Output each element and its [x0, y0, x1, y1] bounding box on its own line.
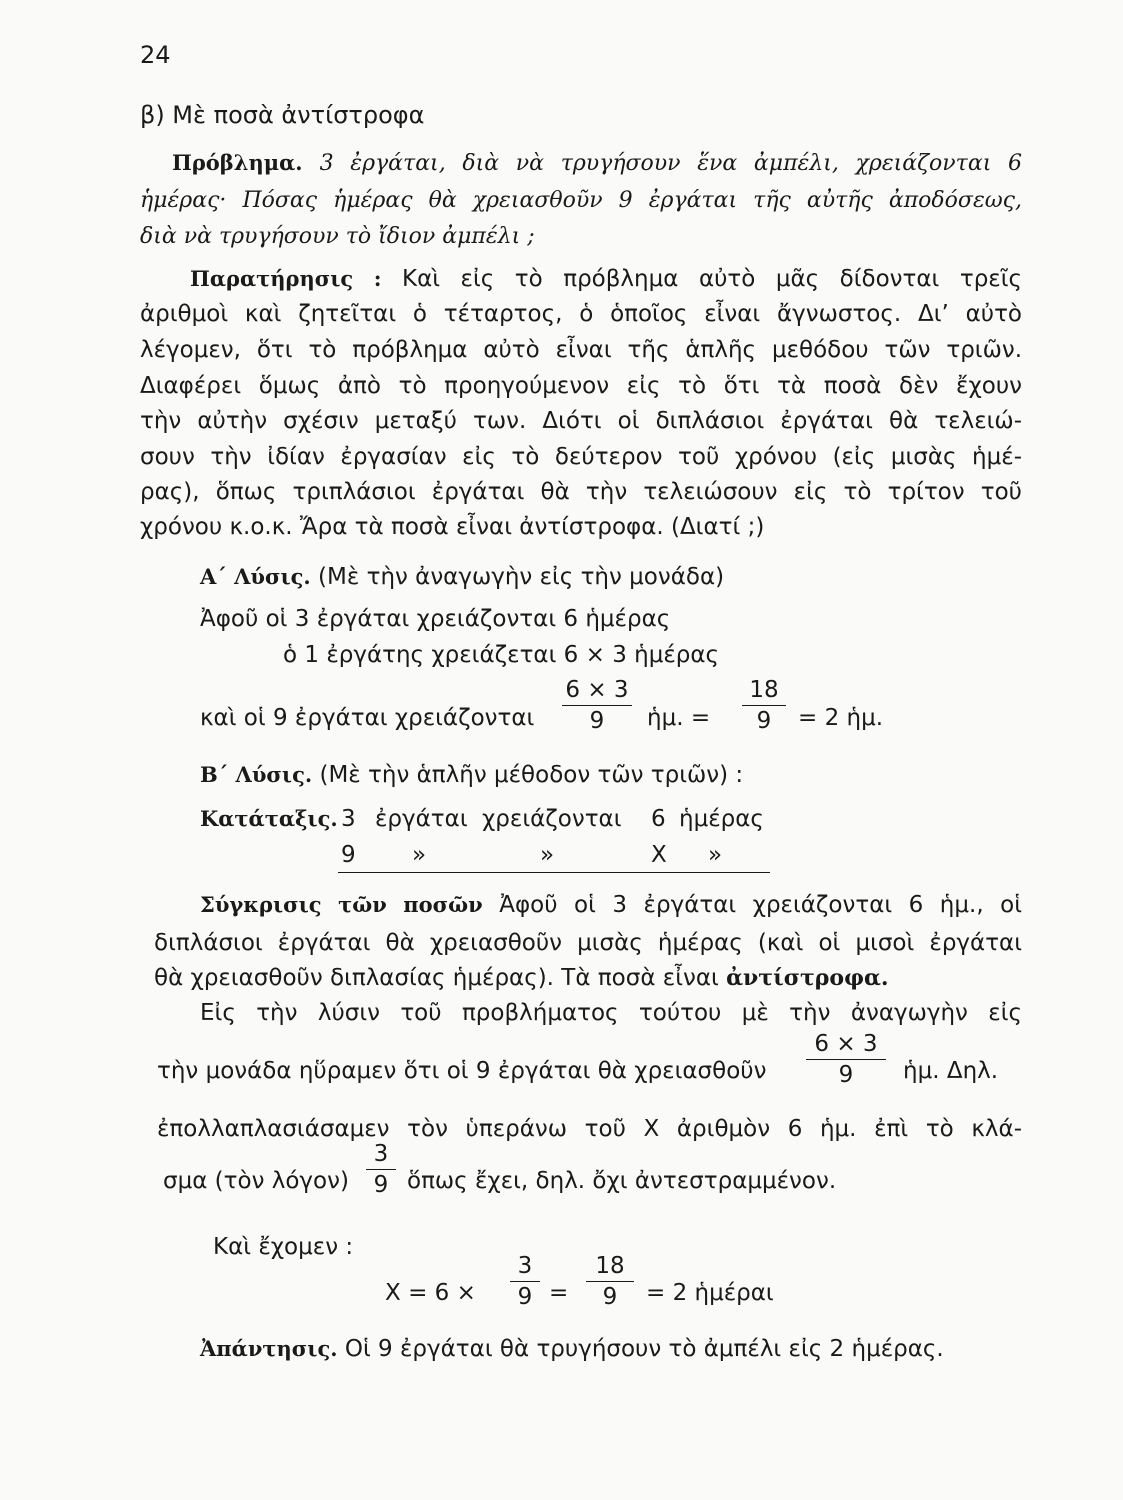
explanation-line-1: Εἰς τὴν λύσιν τοῦ προβλήματος τούτου μὲ τὴν ἀναγωγὴν εἰς — [200, 1000, 1022, 1026]
fraction-bar — [562, 705, 632, 706]
answer-label: Ἀπάντησις. — [200, 1336, 338, 1361]
explanation-line-4-suffix: ὅπως ἔχει, δηλ. ὄχι ἀντεστραμμένον. — [407, 1168, 837, 1194]
fraction-denominator: 9 — [373, 1172, 389, 1198]
arrangement-row2-col2: » — [412, 842, 427, 868]
problem-line-1 — [172, 148, 1022, 179]
comparison-text-3: θὰ χρειασθοῦν διπλασίας ἡμέρας). Τὰ ποσὰ εἶναι — [154, 965, 719, 991]
arrangement-label: Κατάταξις. — [200, 806, 338, 831]
fraction-denominator: 9 — [517, 1284, 533, 1310]
fraction-denominator: 9 — [589, 708, 605, 734]
solution-a-fraction-2 — [742, 676, 786, 735]
fraction-bar — [742, 705, 786, 706]
result-fraction-2 — [586, 1252, 634, 1311]
solution-a-step-2: ὁ 1 ἐργάτης χρειάζεται 6 × 3 ἡμέρας — [283, 642, 720, 668]
result-equals: = — [549, 1280, 569, 1306]
problem-line-3: διὰ νὰ τρυγήσουν τὸ ἴδιον ἀμπέλι ; — [140, 224, 535, 249]
arrangement-row1-col5: ἡμέρας — [679, 806, 764, 832]
solution-a-label: Α΄ Λύσις. — [200, 564, 311, 589]
arrangement-row2-col5: » — [708, 842, 723, 868]
fraction-numerator: 6 × 3 — [814, 1031, 878, 1057]
observation-line-6: σουν τὴν ἰδίαν ἐργασίαν εἰς τὸ δεύτερον τοῦ χρόνου (εἰς μισὰς ἡμέ- — [140, 444, 1022, 470]
fraction-bar — [366, 1169, 396, 1170]
fraction-numerator: 18 — [749, 677, 779, 703]
answer-line — [200, 1334, 944, 1364]
comparison-line-3 — [154, 963, 889, 993]
arrangement-row2-col3: » — [540, 842, 555, 868]
observation-line-7: ρας), ὅπως τριπλάσιοι ἐργάται θὰ τὴν τελειώσουν εἰς τὸ τρίτον τοῦ — [140, 479, 1022, 505]
solution-b-line — [200, 760, 743, 790]
solution-a-text: (Μὲ τὴν ἀναγωγὴν εἰς τὴν μονάδα) — [318, 564, 725, 590]
observation-line-5: τὴν αὐτὴν σχέσιν μεταξύ των. Διότι οἱ διπλάσιοι ἐργάται θὰ τελειώ- — [140, 408, 1022, 434]
comparison-line-2: διπλάσιοι ἐργάται θὰ χρειασθοῦν μισὰς ἡμέρας (καὶ οἱ μισοὶ ἐργάται — [154, 930, 1022, 956]
fraction-bar — [806, 1059, 886, 1060]
section-heading: β) Μὲ ποσὰ ἀντίστροφα — [140, 101, 425, 129]
observation-line-8: χρόνου κ.ο.κ. Ἄρα τὰ ποσὰ εἶναι ἀντίστροφα. (Διατί ;) — [140, 514, 765, 540]
fraction-bar — [586, 1281, 634, 1282]
fraction-denominator: 9 — [838, 1062, 854, 1088]
explanation-line-2-prefix: τὴν μονάδα ηὕραμεν ὅτι οἱ 9 ἐργάται θὰ χρειασθοῦν — [157, 1058, 767, 1084]
arrangement-row1-col3: χρειάζονται — [482, 806, 622, 832]
result-prefix: Χ = 6 × — [385, 1280, 476, 1306]
explanation-line-4-prefix: σμα (τὸν λόγον) — [163, 1168, 349, 1194]
explanation-line-2-suffix: ἡμ. Δηλ. — [903, 1058, 999, 1084]
comparison-emphasis: ἀντίστροφα. — [726, 965, 889, 991]
arrangement-row1-col2: ἐργάται — [375, 806, 468, 832]
problem-line-2: ἡμέρας· Πόσας ἡμέρας θὰ χρειασθοῦν 9 ἐργάται τῆς αὐτῆς ἀποδόσεως, — [140, 188, 1022, 213]
fraction-denominator: 9 — [602, 1284, 618, 1310]
explanation-line-3: ἐπολλαπλασιάσαμεν τὸν ὑπεράνω τοῦ Χ ἀριθμὸν 6 ἡμ. ἐπὶ τὸ κλά- — [157, 1116, 1022, 1142]
comparison-text-1: Ἀφοῦ οἱ 3 ἐργάται χρειάζονται 6 ἡμ., οἱ — [499, 892, 1022, 918]
solution-a-step-3-suffix: = 2 ἡμ. — [798, 705, 884, 731]
comparison-label: Σύγκρισις τῶν ποσῶν — [200, 892, 483, 917]
answer-text: Οἱ 9 ἐργάται θὰ τρυγήσουν τὸ ἀμπέλι εἰς 2 ἡμέρας. — [344, 1336, 944, 1362]
arrangement-rule — [338, 872, 770, 873]
fraction-numerator: 6 × 3 — [565, 677, 629, 703]
explanation-fraction-1 — [806, 1030, 886, 1089]
observation-line-4: Διαφέρει ὅμως ἀπὸ τὸ προηγούμενον εἰς τὸ ὅτι τὰ ποσὰ δὲν ἔχουν — [140, 373, 1022, 399]
solution-a-line — [200, 562, 724, 592]
arrangement-row1-col1: 3 — [341, 806, 356, 832]
observation-text-1: Καὶ εἰς τὸ πρόβλημα αὐτὸ μᾶς δίδονται τρεῖς — [402, 266, 1023, 292]
solution-a-step-1: Ἀφοῦ οἱ 3 ἐργάται χρειάζονται 6 ἡμέρας — [200, 606, 671, 632]
page-number: 24 — [140, 41, 171, 69]
fraction-numerator: 3 — [373, 1141, 389, 1167]
fraction-numerator: 3 — [517, 1253, 533, 1279]
result-suffix: = 2 ἡμέραι — [646, 1280, 774, 1306]
explanation-fraction-2 — [366, 1140, 396, 1199]
result-intro: Καὶ ἔχομεν : — [213, 1234, 354, 1260]
arrangement-row1-col4: 6 — [651, 806, 666, 832]
observation-line-1 — [190, 264, 1022, 294]
solution-b-label: Β΄ Λύσις. — [200, 762, 313, 787]
problem-text-1: 3 ἐργάται, διὰ νὰ τρυγήσουν ἕνα ἀμπέλι, χρειάζονται 6 — [319, 151, 1023, 176]
arrangement-row2-col1: 9 — [341, 842, 356, 868]
comparison-line-1 — [200, 890, 1022, 920]
problem-label: Πρόβλημα. — [172, 150, 303, 175]
fraction-numerator: 18 — [595, 1253, 625, 1279]
solution-a-step-3-mid: ἡμ. = — [647, 705, 711, 731]
result-fraction-1 — [510, 1252, 540, 1311]
fraction-denominator: 9 — [756, 708, 772, 734]
solution-a-fraction-1 — [562, 676, 632, 735]
arrangement-row2-col4: Χ — [651, 842, 667, 868]
observation-line-2: ἀριθμοὶ καὶ ζητεῖται ὁ τέταρτος, ὁ ὁποῖος εἶναι ἄγνωστος. Δι’ αὐτὸ — [140, 301, 1022, 327]
observation-line-3: λέγομεν, ὅτι τὸ πρόβλημα αὐτὸ εἶναι τῆς ἁπλῆς μεθόδου τῶν τριῶν. — [140, 337, 1022, 363]
fraction-bar — [510, 1281, 540, 1282]
solution-a-step-3-prefix: καὶ οἱ 9 ἐργάται χρειάζονται — [200, 705, 535, 731]
solution-b-text: (Μὲ τὴν ἁπλῆν μέθοδον τῶν τριῶν) : — [319, 762, 744, 788]
observation-label: Παρατήρησις : — [190, 266, 382, 291]
